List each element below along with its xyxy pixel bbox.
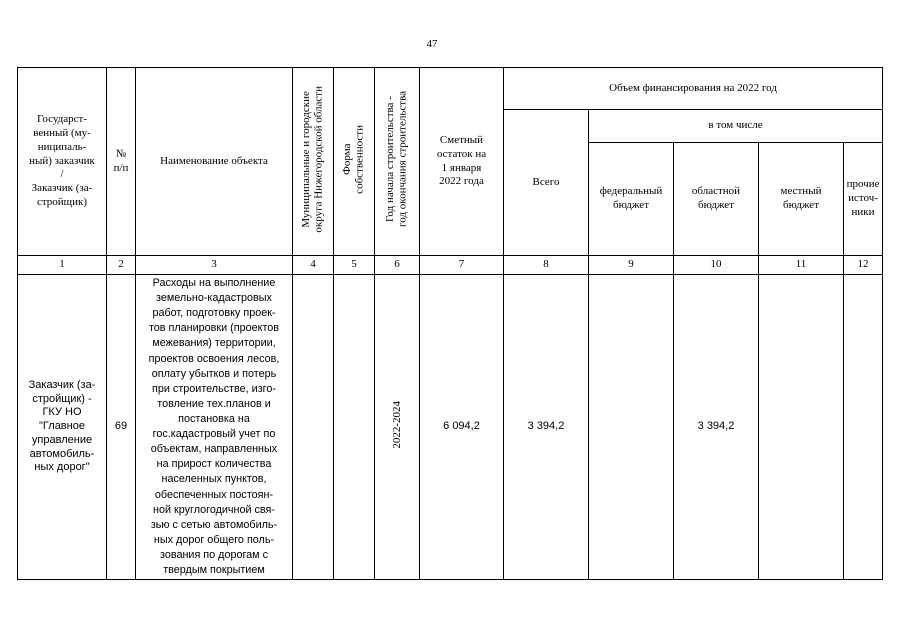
- column-number: 8: [504, 256, 589, 275]
- header-ownership: [334, 68, 375, 256]
- header-financing-volume: Объем финансирования на 2022 год: [504, 68, 883, 110]
- row-local: [759, 275, 844, 580]
- table-row: [18, 275, 883, 580]
- row-object-name: Расходы на выполнение земельно-кадастровых работ, подготовку проек- тов планировки (проектов межевания) территории, проектов освоения лесов, оплату убытков и потерь при строительстве, изго- товление тех.планов и постановка на гос.кадастровый учет по объектам, направленных на прирост количества населенных пунктов, обеспеченных постоян- ной круглогодичной свя- зью с сетью автомобиль- ных дорог общего поль- зования по дорогам с твердым покрытием: [136, 275, 293, 580]
- column-number: 3: [136, 256, 293, 275]
- header-federal: федеральный бюджет: [589, 143, 674, 256]
- column-number: 12: [844, 256, 883, 275]
- header-number: № п/п: [107, 68, 136, 256]
- header-local: местный бюджет: [759, 143, 844, 256]
- financing-table: [17, 67, 883, 580]
- column-number: 11: [759, 256, 844, 275]
- row-other: [844, 275, 883, 580]
- row-estimated-remainder: 6 094,2: [420, 275, 504, 580]
- row-number: 69: [107, 275, 136, 580]
- header-including: в том числе: [589, 110, 883, 143]
- row-customer: Заказчик (за- стройщик) - ГКУ НО "Главное управление автомобиль- ных дорог": [18, 275, 107, 580]
- column-number: 6: [375, 256, 420, 275]
- header-other: прочие источ- ники: [844, 143, 883, 256]
- header-regional: областной бюджет: [674, 143, 759, 256]
- header-total: Всего: [504, 110, 589, 256]
- header-municipality: [293, 68, 334, 256]
- row-total: 3 394,2: [504, 275, 589, 580]
- row-municipality: [293, 275, 334, 580]
- column-numbers-row: [18, 256, 883, 275]
- column-number: 5: [334, 256, 375, 275]
- page-number: 47: [426, 38, 438, 50]
- row-years: [375, 275, 420, 580]
- row-regional: 3 394,2: [674, 275, 759, 580]
- row-years-text: 2022-2024: [390, 400, 403, 449]
- column-number: 10: [674, 256, 759, 275]
- column-number: 7: [420, 256, 504, 275]
- header-years: [375, 68, 420, 256]
- header-years-text: Год начала строительства - год окончания строительства: [384, 91, 409, 228]
- header-estimated-remainder: Сметный остаток на 1 января 2022 года: [420, 68, 504, 256]
- header-municipality-text: Муниципальные и городские округа Нижегородской области: [300, 85, 325, 233]
- column-number: 1: [18, 256, 107, 275]
- header-object-name: Наименование объекта: [136, 68, 293, 256]
- header-ownership-text: Форма собственности: [341, 124, 366, 194]
- column-number: 2: [107, 256, 136, 275]
- row-federal: [589, 275, 674, 580]
- column-number: 9: [589, 256, 674, 275]
- header-customer: Государст- венный (му- ниципаль- ный) заказчик / Заказчик (за- стройщик): [18, 68, 107, 256]
- row-ownership: [334, 275, 375, 580]
- column-number: 4: [293, 256, 334, 275]
